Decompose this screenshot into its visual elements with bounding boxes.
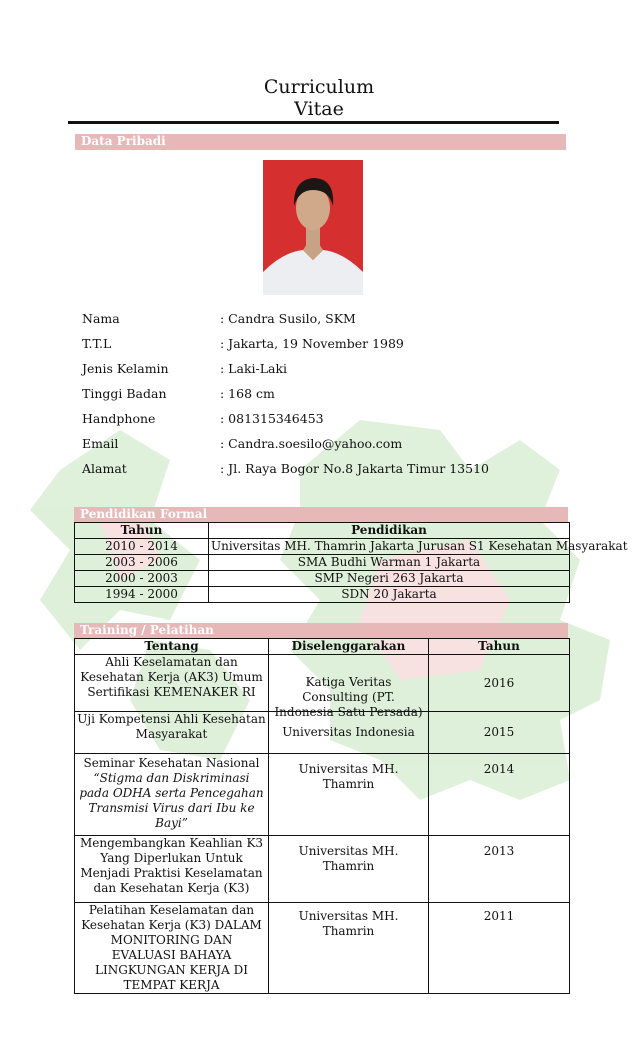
table-row [75, 539, 570, 555]
profile-photo [263, 160, 363, 295]
table-header-row [75, 523, 570, 539]
section-header-personal: Data Pribadi [75, 134, 566, 150]
info-value: : Laki-Laki [220, 361, 288, 376]
training-year: 2013 [429, 836, 570, 903]
info-value: : Candra.soesilo@yahoo.com [220, 436, 403, 451]
person-photo-icon [263, 160, 363, 295]
training-table [74, 638, 570, 994]
section-header-education: Pendidikan Formal [74, 507, 568, 522]
info-label: Alamat [82, 461, 127, 476]
table-header-row [75, 639, 570, 655]
training-organizer: Universitas Indonesia [269, 712, 429, 754]
training-topic: Mengembangkan Keahlian K3 Yang Diperlukan Untuk Menjadi Praktisi Keselamatan dan Kesehatan Kerja (K3) [75, 836, 269, 903]
education-year: 2010 - 2014 [75, 539, 209, 555]
training-organizer [269, 655, 429, 719]
title-divider [68, 121, 559, 124]
organizer-text: Katiga Veritas Consulting (PT. Indonesia Satu Persada) [274, 675, 423, 719]
info-value: : 168 cm [220, 386, 275, 401]
table-row [75, 587, 570, 603]
document-title [0, 76, 638, 120]
training-topic: Pelatihan Keselamatan dan Kesehatan Kerja (K3) DALAM MONITORING DAN EVALUASI BAHAYA LINGKUNGAN KERJA DI TEMPAT KERJA [75, 903, 269, 994]
education-school: SMP Negeri 263 Jakarta [209, 571, 570, 587]
title-line-2: Vitae [294, 98, 344, 120]
info-label: Jenis Kelamin [82, 361, 169, 376]
training-topic: Uji Kompetensi Ahli Kesehatan Masyarakat [75, 712, 269, 754]
table-row [75, 555, 570, 571]
training-organizer: Universitas MH. Thamrin [269, 754, 429, 836]
education-year: 2000 - 2003 [75, 571, 209, 587]
topic-italic-text: “Stigma dan Diskriminasi pada ODHA serta Pencegahan Transmisi Virus dari Ibu ke Bayi” [79, 771, 264, 830]
training-topic: Ahli Keselamatan dan Kesehatan Kerja (AK3) Umum Sertifikasi KEMENAKER RI [75, 655, 269, 712]
info-label: T.T.L [82, 336, 112, 351]
info-label: Nama [82, 311, 120, 326]
info-label: Email [82, 436, 119, 451]
column-header: Tahun [75, 523, 209, 539]
education-school: SMA Budhi Warman 1 Jakarta [209, 555, 570, 571]
column-header: Pendidikan [209, 523, 570, 539]
table-row [75, 903, 570, 994]
education-year: 2003 - 2006 [75, 555, 209, 571]
training-organizer: Universitas MH. Thamrin [269, 836, 429, 903]
training-year: 2014 [429, 754, 570, 836]
training-year: 2016 [429, 655, 570, 712]
training-topic [75, 754, 269, 836]
column-header: Tentang [75, 639, 269, 655]
info-label: Handphone [82, 411, 156, 426]
table-row [75, 836, 570, 903]
info-value: : Jakarta, 19 November 1989 [220, 336, 404, 351]
training-year: 2011 [429, 903, 570, 994]
topic-text: Seminar Kesehatan Nasional [83, 756, 260, 770]
section-header-training: Training / Pelatihan [74, 623, 568, 638]
info-value: : 081315346453 [220, 411, 324, 426]
education-school: Universitas MH. Thamrin Jakarta Jurusan S1 Kesehatan Masyarakat [209, 539, 570, 555]
training-year: 2015 [429, 712, 570, 754]
table-row [75, 571, 570, 587]
education-school: SDN 20 Jakarta [209, 587, 570, 603]
education-table [74, 522, 628, 603]
info-label: Tinggi Badan [82, 386, 167, 401]
column-header: Tahun [429, 639, 570, 655]
info-value: : Candra Susilo, SKM [220, 311, 356, 326]
education-year: 1994 - 2000 [75, 587, 209, 603]
column-header: Diselenggarakan [269, 639, 429, 655]
table-row [75, 655, 570, 712]
training-organizer: Universitas MH. Thamrin [269, 903, 429, 994]
info-value: : Jl. Raya Bogor No.8 Jakarta Timur 13510 [220, 461, 489, 476]
title-line-1: Curriculum [263, 76, 375, 98]
table-row [75, 754, 570, 836]
